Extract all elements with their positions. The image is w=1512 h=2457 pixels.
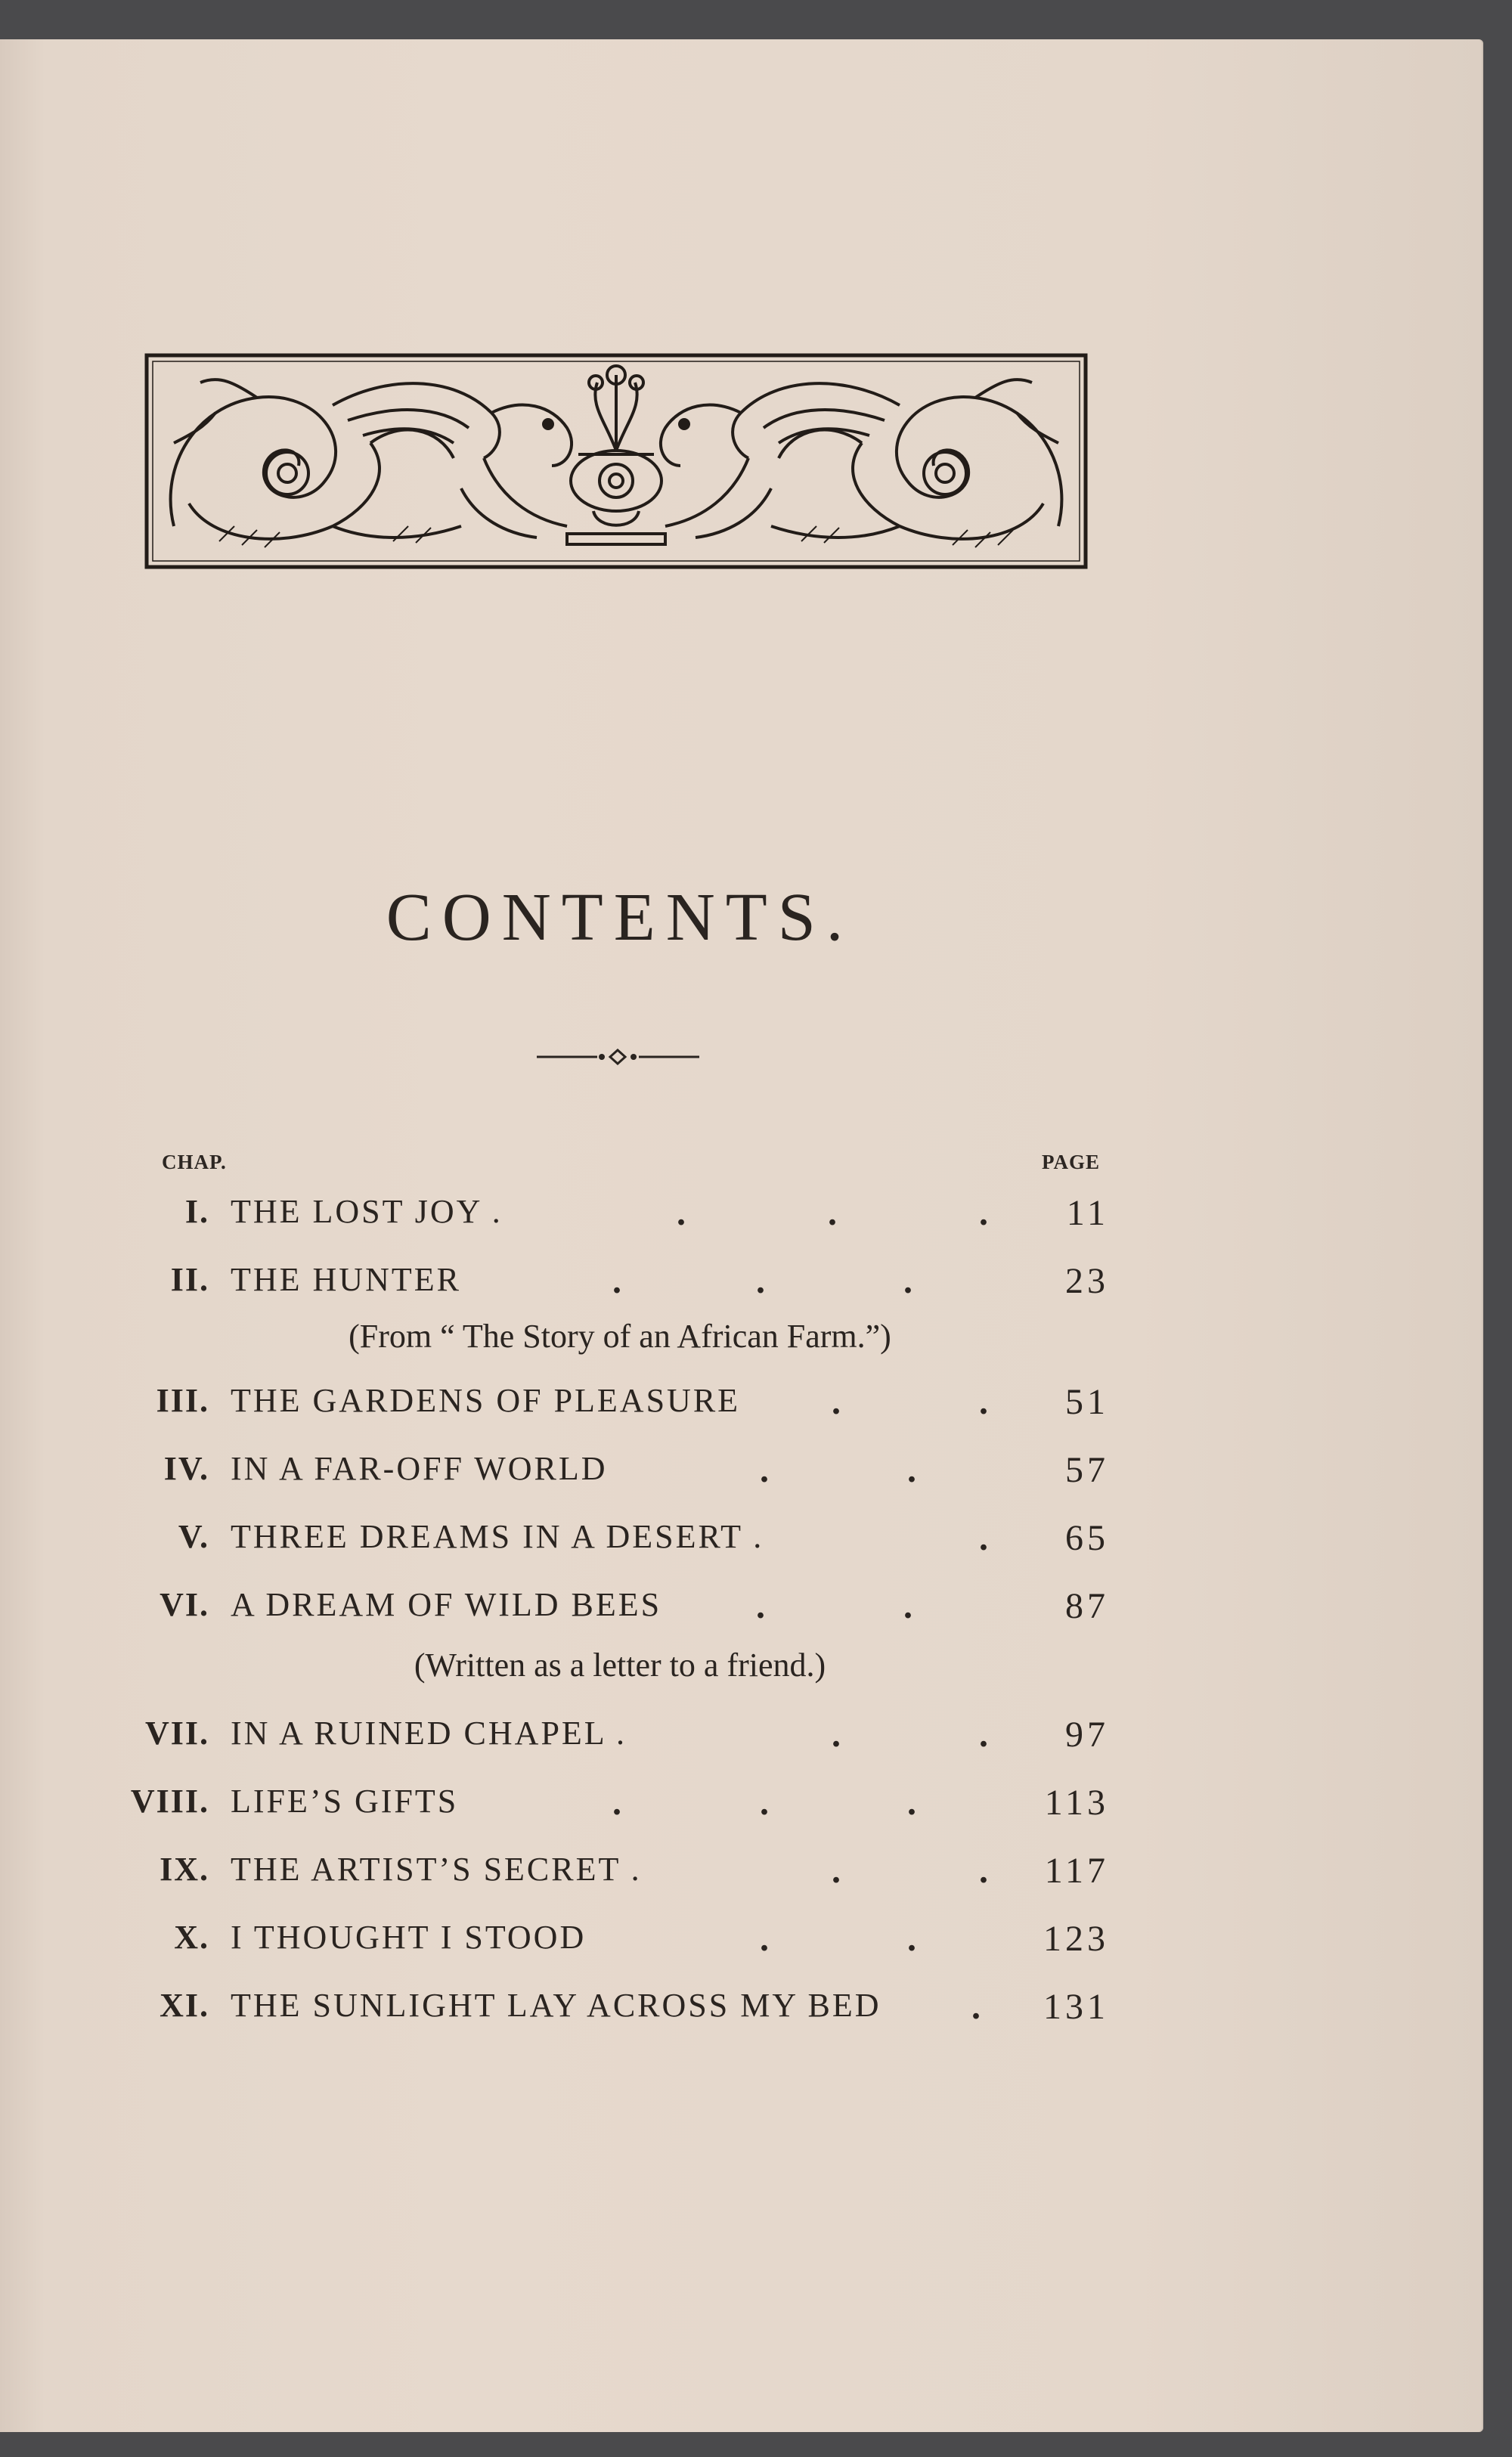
page-number: 87 xyxy=(1065,1586,1109,1626)
leader-dot: . xyxy=(760,1783,769,1823)
leader-dot: . xyxy=(612,1783,621,1823)
leader-dot: . xyxy=(828,1193,837,1233)
chapter-title: THE GARDENS OF PLEASURE xyxy=(231,1382,741,1419)
chapter-note: (Written as a letter to a friend.) xyxy=(414,1647,826,1684)
toc-entry xyxy=(0,1260,1483,1313)
leader-dot: . xyxy=(903,1586,912,1626)
chapter-title: THE ARTIST’S SECRET . xyxy=(231,1851,642,1888)
toc-entry xyxy=(0,1585,1483,1638)
leader-dot: . xyxy=(756,1586,765,1626)
chapter-number: VI. xyxy=(160,1586,209,1623)
toc-entry xyxy=(0,1517,1483,1570)
leader-dot: . xyxy=(979,1382,988,1422)
leader-dot: . xyxy=(677,1193,686,1233)
chapter-number: III. xyxy=(156,1382,209,1419)
chapter-number: V. xyxy=(178,1518,209,1555)
toc-entry xyxy=(0,1192,1483,1245)
chapter-number: II. xyxy=(170,1261,209,1298)
leader-dot: . xyxy=(979,1851,988,1891)
toc-entry xyxy=(0,1449,1483,1502)
leader-dot: . xyxy=(612,1261,621,1301)
leader-dot: . xyxy=(760,1450,769,1490)
page-number: 123 xyxy=(1043,1919,1109,1959)
chapter-number: VIII. xyxy=(130,1783,209,1820)
page-title: CONTENTS. xyxy=(386,880,854,955)
chapter-number: X. xyxy=(174,1919,209,1956)
chapter-title: LIFE’S GIFTS xyxy=(231,1783,459,1820)
chapter-number: VII. xyxy=(144,1715,209,1752)
leader-dot: . xyxy=(907,1450,916,1490)
ornamental-headpiece xyxy=(144,352,1089,572)
page-number: 117 xyxy=(1044,1851,1109,1891)
leader-dot: . xyxy=(907,1919,916,1959)
page-number: 51 xyxy=(1065,1382,1109,1422)
chapter-number: IV. xyxy=(163,1450,209,1487)
book-page xyxy=(0,39,1483,2432)
leader-dot: . xyxy=(832,1382,841,1422)
leader-dot: . xyxy=(756,1261,765,1301)
page-number: 65 xyxy=(1065,1518,1109,1558)
page-column-header: PAGE xyxy=(1042,1151,1100,1173)
leader-dot: . xyxy=(832,1851,841,1891)
chapter-number: I. xyxy=(184,1193,209,1230)
chapter-title: IN A FAR-OFF WORLD xyxy=(231,1450,608,1487)
chapter-number: XI. xyxy=(160,1987,209,2024)
chapter-title: I THOUGHT I STOOD xyxy=(231,1919,587,1956)
chapter-title: THE LOST JOY . xyxy=(231,1193,503,1230)
toc-entry xyxy=(0,1714,1483,1767)
leader-dot: . xyxy=(979,1715,988,1755)
leader-dot: . xyxy=(907,1783,916,1823)
toc-entry xyxy=(0,1918,1483,1971)
leader-dot: . xyxy=(760,1919,769,1959)
toc-entry xyxy=(0,1782,1483,1835)
leader-dot: . xyxy=(832,1715,841,1755)
page-number: 131 xyxy=(1043,1987,1109,2027)
leader-dot: . xyxy=(979,1518,988,1558)
page-number: 11 xyxy=(1066,1193,1109,1233)
chapter-title: THREE DREAMS IN A DESERT . xyxy=(231,1518,764,1555)
toc-entry xyxy=(0,1986,1483,2039)
page-number: 113 xyxy=(1044,1783,1109,1823)
page-number: 97 xyxy=(1065,1715,1109,1755)
page-number: 23 xyxy=(1065,1261,1109,1301)
chapter-title: IN A RUINED CHAPEL . xyxy=(231,1715,627,1752)
chapter-number: IX. xyxy=(160,1851,209,1888)
page-number: 57 xyxy=(1065,1450,1109,1490)
title-ornament xyxy=(537,1049,699,1065)
chapter-title: A DREAM OF WILD BEES xyxy=(231,1586,662,1623)
toc-entry xyxy=(0,1850,1483,1903)
chapter-title: THE HUNTER xyxy=(231,1261,461,1298)
chapter-note: (From “ The Story of an African Farm.”) xyxy=(349,1318,891,1355)
chapter-column-header: CHAP. xyxy=(162,1151,227,1173)
toc-entry xyxy=(0,1381,1483,1434)
leader-dot: . xyxy=(979,1193,988,1233)
leader-dot: . xyxy=(971,1987,981,2027)
leader-dot: . xyxy=(903,1261,912,1301)
chapter-title: THE SUNLIGHT LAY ACROSS MY BED xyxy=(231,1987,881,2024)
